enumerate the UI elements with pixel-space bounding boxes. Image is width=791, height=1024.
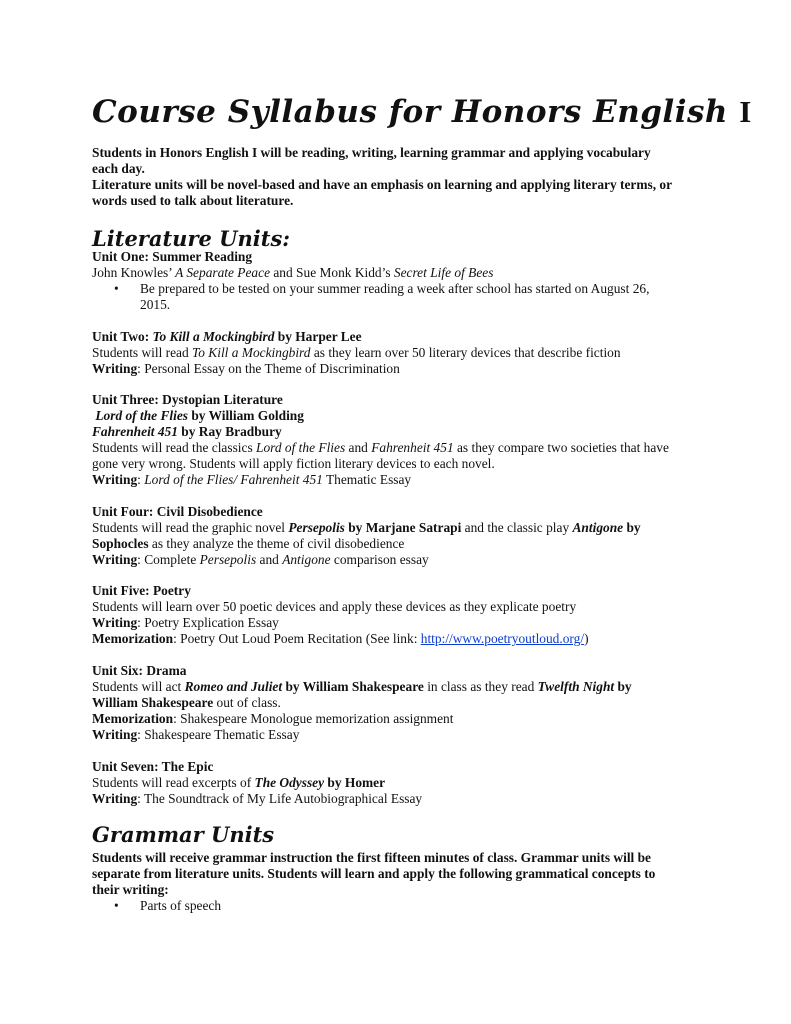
book-title: Twelfth Night [537, 679, 615, 694]
text: Students will receive grammar instruction the first fifteen minutes of class. Grammar units will be [92, 850, 651, 865]
text: John Knowles’ [92, 265, 176, 280]
author: by [623, 520, 641, 535]
author: by William Shakespeare [282, 679, 424, 694]
author: by Homer [324, 775, 386, 790]
text: Students will read excerpts of [92, 775, 255, 790]
book-title: A Separate Peace [175, 265, 271, 280]
author: by Harper Lee [274, 329, 362, 344]
book-title: Lord of the Flies/ Fahrenheit 451 [144, 472, 323, 487]
writing-assignment: : The Soundtrack of My Life Autobiographical Essay [137, 791, 423, 806]
text: comparison essay [330, 552, 429, 567]
text: Thematic Essay [322, 472, 412, 487]
text: and [256, 552, 283, 567]
bullet-icon: • [114, 281, 119, 296]
poetry-out-loud-link[interactable]: http://www.poetryoutloud.org/ [420, 631, 585, 646]
text: gone very wrong. Students will apply fiction literary devices to each novel. [92, 456, 495, 471]
unit-six [92, 663, 732, 743]
list-item-text: 2015. [140, 297, 171, 312]
bullet-icon: • [114, 898, 119, 913]
unit-title: Unit Six: Drama [92, 663, 187, 678]
text: and Sue Monk Kidd’s [270, 265, 394, 280]
intro-line: words used to talk about literature. [92, 193, 294, 208]
list-item-text: Parts of speech [140, 898, 222, 913]
grammar-units-heading: Grammar Units [92, 822, 275, 847]
text: out of class. [213, 695, 281, 710]
text: as they learn over 50 literary devices that describe fiction [310, 345, 621, 360]
author: William Shakespeare [92, 695, 214, 710]
author: by William Golding [187, 408, 304, 423]
text: Students will learn over 50 poetic devices and apply these devices as they explicate poetry [92, 599, 577, 614]
book-title: The Odyssey [254, 775, 325, 790]
writing-label: Writing [92, 361, 138, 376]
text: Students will read the classics [92, 440, 257, 455]
unit-title: Unit Three: Dystopian Literature [92, 392, 283, 407]
unit-title: Unit Four: Civil Disobedience [92, 504, 263, 519]
book-title: Persepolis [288, 520, 345, 535]
book-title: Lord of the Flies [256, 440, 346, 455]
list-item-text: Be prepared to be tested on your summer reading a week after school has started on August 26, [140, 281, 650, 296]
text: : [137, 472, 145, 487]
author: by Marjane Satrapi [344, 520, 462, 535]
book-title: Secret Life of Bees [393, 265, 494, 280]
text: Students will read the graphic novel [92, 520, 289, 535]
book-title: To Kill a Mockingbird [152, 329, 275, 344]
book-title: To Kill a Mockingbird [192, 345, 311, 360]
text: : Shakespeare Monologue memorization assignment [173, 711, 454, 726]
book-title: Antigone [282, 552, 331, 567]
text: their writing: [92, 882, 169, 897]
text: Students will read [92, 345, 193, 360]
writing-assignment: : Personal Essay on the Theme of Discrimination [137, 361, 400, 376]
unit-five [92, 583, 732, 647]
list-item [92, 281, 732, 313]
unit-one [92, 249, 732, 313]
intro-paragraph [92, 145, 732, 209]
author: by [614, 679, 632, 694]
book-title: Persepolis [199, 552, 257, 567]
book-title: Fahrenheit 451 [92, 424, 178, 439]
writing-label: Writing [92, 791, 138, 806]
book-title: Fahrenheit 451 [371, 440, 454, 455]
author: Sophocles [92, 536, 149, 551]
unit-title: Unit One: Summer Reading [92, 249, 253, 264]
text: and [345, 440, 372, 455]
list-item [92, 898, 732, 914]
title-numeral: I [739, 94, 752, 129]
writing-label: Writing [92, 472, 138, 487]
text: ) [584, 631, 589, 646]
unit-title: Unit Seven: The Epic [92, 759, 214, 774]
intro-line: Literature units will be novel-based and have an emphasis on learning and applying literary terms, or [92, 177, 673, 192]
writing-label: Writing [92, 552, 138, 567]
memorization-label: Memorization [92, 631, 174, 646]
intro-line: each day. [92, 161, 145, 176]
text: in class as they read [423, 679, 538, 694]
memorization-label: Memorization [92, 711, 174, 726]
unit-seven [92, 759, 732, 807]
grammar-paragraph [92, 850, 732, 898]
writing-label: Writing [92, 615, 138, 630]
unit-three [92, 392, 732, 488]
intro-line: Students in Honors English I will be reading, writing, learning grammar and applying vocabulary [92, 145, 651, 160]
text: : Poetry Out Loud Poem Recitation (See link: [173, 631, 421, 646]
unit-title: Unit Two: [92, 329, 153, 344]
writing-label: Writing [92, 727, 138, 742]
literature-units-heading: Literature Units: [92, 226, 291, 251]
unit-two [92, 329, 732, 377]
author: by Ray Bradbury [177, 424, 282, 439]
text: : Complete [137, 552, 200, 567]
text: and the classic play [461, 520, 573, 535]
text: as they analyze the theme of civil disobedience [148, 536, 405, 551]
title-script: Course Syllabus for Honors English [92, 94, 728, 130]
book-title: Romeo and Juliet [184, 679, 283, 694]
writing-assignment: : Poetry Explication Essay [137, 615, 279, 630]
page-title [92, 94, 752, 130]
text: Students will act [92, 679, 185, 694]
unit-four [92, 504, 732, 568]
text: as they compare two societies that have [453, 440, 669, 455]
book-title: Antigone [572, 520, 624, 535]
book-title: Lord of the Flies [95, 408, 188, 423]
writing-assignment: : Shakespeare Thematic Essay [137, 727, 300, 742]
text: separate from literature units. Students will learn and apply the following grammatical concepts to [92, 866, 656, 881]
unit-title: Unit Five: Poetry [92, 583, 191, 598]
